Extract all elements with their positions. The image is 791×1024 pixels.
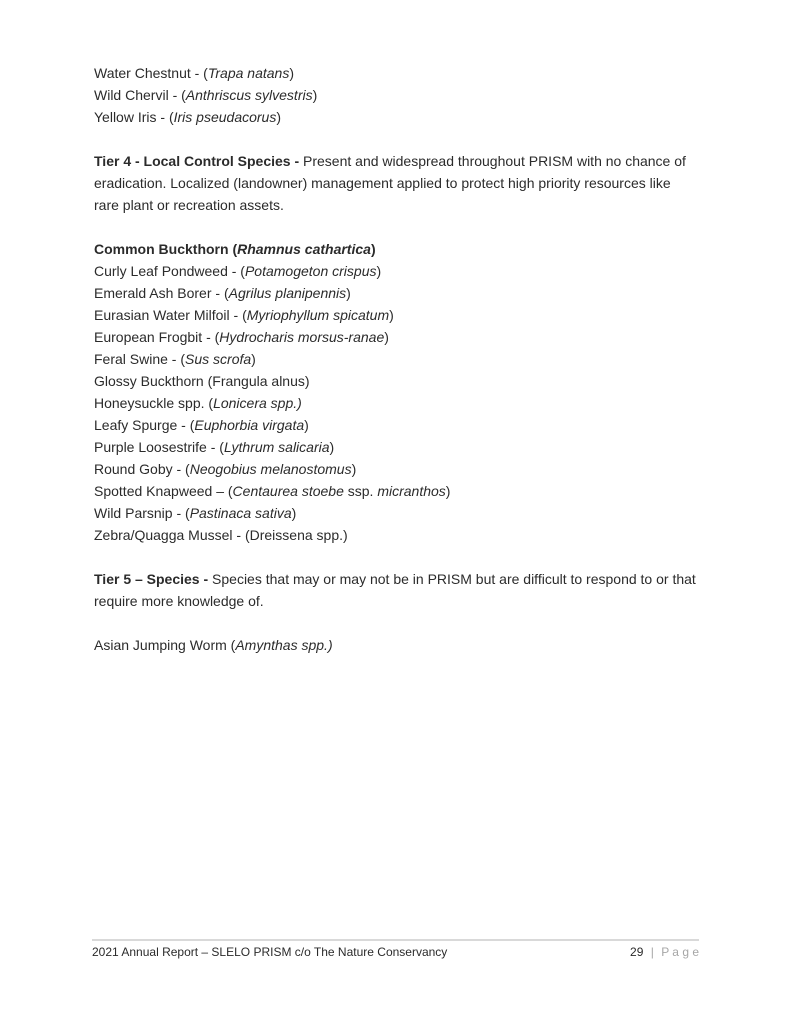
scientific-name: Hydrocharis morsus-ranae xyxy=(219,329,385,345)
text-line xyxy=(94,326,697,348)
text-run: Yellow Iris - ( xyxy=(94,109,174,125)
text-run: ) xyxy=(289,65,294,81)
text-line xyxy=(94,62,697,84)
text-line xyxy=(94,106,697,128)
text-run: Feral Swine - ( xyxy=(94,351,186,367)
scientific-name: Sus scrofa xyxy=(185,351,252,367)
intro-species-list xyxy=(94,62,697,128)
tier5-heading-paragraph xyxy=(94,568,697,612)
text-run: ) xyxy=(346,285,351,301)
scientific-name: Trapa natans xyxy=(207,65,290,81)
text-run: ) xyxy=(304,417,309,433)
text-run: Leafy Spurge - ( xyxy=(94,417,195,433)
text-line xyxy=(94,172,697,194)
text-run: Species that may or may not be in PRISM but are difficult to respond to or that xyxy=(212,571,696,587)
text-run: ) xyxy=(291,505,297,521)
text-run: Purple Loosestrife - ( xyxy=(94,439,224,455)
text-line xyxy=(94,348,697,370)
footer-report-title: 2021 Annual Report – SLELO PRISM c/o The Nature Conservancy xyxy=(92,945,448,959)
text-line xyxy=(94,370,697,392)
text-run: ) xyxy=(384,329,389,345)
footer-page-word: P a g e xyxy=(661,945,699,959)
text-run: require more knowledge of. xyxy=(94,593,264,609)
scientific-name: Amynthas spp.) xyxy=(235,637,333,653)
text-line xyxy=(94,194,697,216)
tier4-heading-paragraph xyxy=(94,150,697,216)
text-line xyxy=(94,568,697,590)
text-run: ) xyxy=(312,87,318,103)
text-run: ) xyxy=(389,307,394,323)
text-run: Asian Jumping Worm ( xyxy=(94,637,236,653)
scientific-name: Myriophyllum spicatum xyxy=(246,307,390,323)
text-line xyxy=(94,238,697,260)
text-line xyxy=(94,84,697,106)
text-run: Spotted Knapweed – ( xyxy=(94,483,233,499)
text-run: ) xyxy=(351,461,357,477)
scientific-name: Lonicera spp.) xyxy=(213,395,302,411)
text-line xyxy=(94,304,697,326)
footer-page-number: 29 xyxy=(630,945,644,959)
scientific-name: Pastinaca sativa xyxy=(189,505,292,521)
text-run: Honeysuckle spp. ( xyxy=(94,395,214,411)
text-run: Wild Chervil - ( xyxy=(94,87,186,103)
text-line xyxy=(94,634,697,656)
text-line xyxy=(94,458,697,480)
text-line xyxy=(94,590,697,612)
text-run: Emerald Ash Borer - ( xyxy=(94,285,229,301)
scientific-name: Iris pseudacorus xyxy=(173,109,277,125)
scientific-name: Euphorbia virgata xyxy=(194,417,305,433)
text-line xyxy=(94,524,697,546)
page-content xyxy=(94,62,697,678)
text-run: ssp. xyxy=(343,483,378,499)
text-run: Zebra/Quagga Mussel - (Dreissena spp.) xyxy=(94,527,348,543)
text-line xyxy=(94,436,697,458)
text-run: ) xyxy=(445,483,451,499)
scientific-name: Rhamnus cathartica xyxy=(237,241,371,257)
text-line xyxy=(94,414,697,436)
text-run: ) xyxy=(329,439,335,455)
text-run: Water Chestnut - ( xyxy=(94,65,208,81)
scientific-name: Agrilus planipennis xyxy=(228,285,347,301)
scientific-name: Lythrum salicaria xyxy=(223,439,330,455)
footer-page-indicator xyxy=(630,945,699,960)
text-line xyxy=(94,282,697,304)
text-run: European Frogbit - ( xyxy=(94,329,220,345)
text-line xyxy=(94,392,697,414)
text-line xyxy=(94,480,697,502)
text-line xyxy=(94,150,697,172)
text-run: Glossy Buckthorn (Frangula alnus) xyxy=(94,373,310,389)
text-run: Tier 5 – Species - xyxy=(94,571,213,587)
footer-separator: | xyxy=(650,945,654,959)
text-run: Curly Leaf Pondweed - ( xyxy=(94,263,245,279)
text-run: ) xyxy=(276,109,282,125)
tier4-species-list xyxy=(94,238,697,546)
tier5-species-list xyxy=(94,634,697,656)
text-run: Eurasian Water Milfoil - ( xyxy=(94,307,247,323)
text-run: Present and widespread throughout PRISM with no chance of xyxy=(303,153,686,169)
text-run: Common Buckthorn ( xyxy=(94,241,238,257)
scientific-name: Potamogeton crispus xyxy=(244,263,377,279)
text-run: Round Goby - ( xyxy=(94,461,190,477)
text-run: Tier 4 - Local Control Species - xyxy=(94,153,304,169)
text-run: eradication. Localized (landowner) management applied to protect high priority resources like xyxy=(94,175,671,191)
scientific-name: micranthos xyxy=(377,483,446,499)
text-run: Wild Parsnip - ( xyxy=(94,505,190,521)
scientific-name: Neogobius melanostomus xyxy=(189,461,352,477)
text-run: ) xyxy=(251,351,256,367)
page-footer xyxy=(92,939,699,960)
text-run: ) xyxy=(370,241,376,257)
text-run: ) xyxy=(376,263,382,279)
scientific-name: Centaurea stoebe xyxy=(232,483,344,499)
text-line xyxy=(94,260,697,282)
scientific-name: Anthriscus sylvestris xyxy=(185,87,313,103)
text-run: rare plant or recreation assets. xyxy=(94,197,284,213)
text-line xyxy=(94,502,697,524)
